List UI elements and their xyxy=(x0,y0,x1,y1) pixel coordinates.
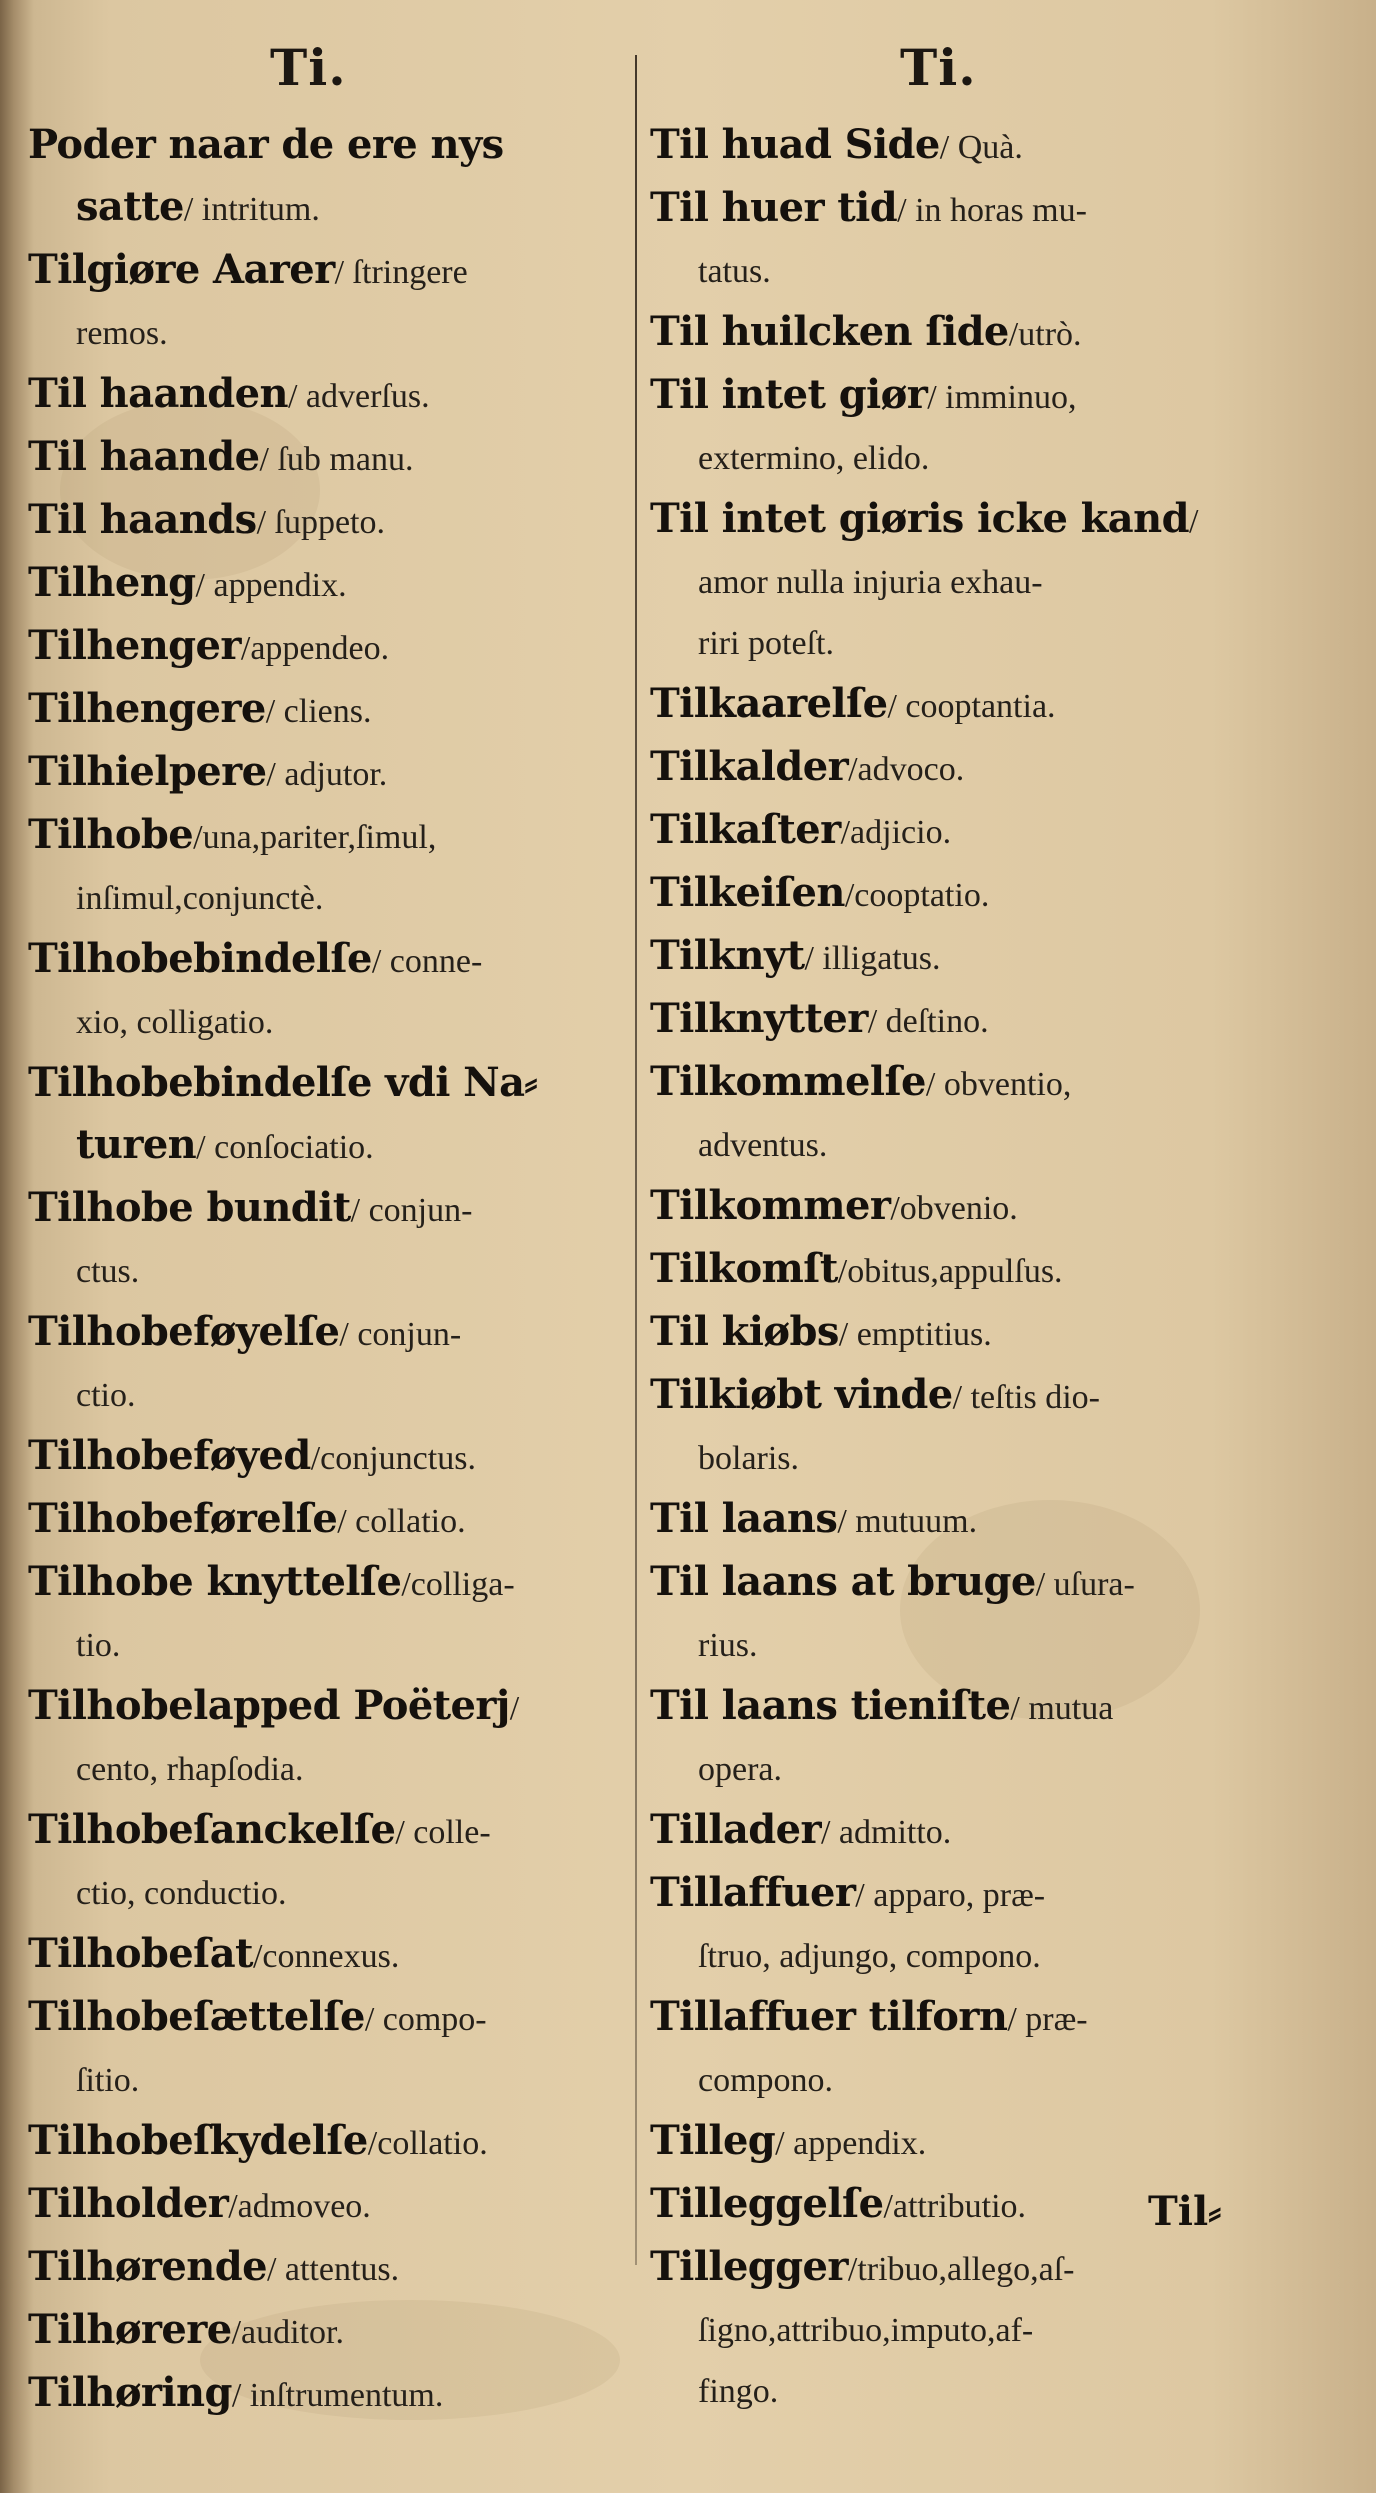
entry-line xyxy=(28,2237,628,2300)
entry-line xyxy=(28,2050,628,2111)
dictionary-entry xyxy=(650,1489,1265,1552)
left-column xyxy=(28,115,628,2426)
dictionary-entry xyxy=(650,926,1265,989)
latin-gloss: /appendeo. xyxy=(240,630,390,667)
entry-line xyxy=(650,115,1265,178)
latin-gloss: / deſtino. xyxy=(867,1003,989,1040)
dictionary-entry xyxy=(28,364,628,427)
headword: turen xyxy=(76,1121,197,1168)
latin-gloss: riri poteſt. xyxy=(698,625,834,662)
latin-gloss: amor nulla injuria exhau- xyxy=(698,564,1043,601)
entry-line xyxy=(650,1863,1265,1926)
latin-gloss: ſigno,attribuo,imputo,af- xyxy=(698,2312,1034,2349)
headword: Tilkiøbt vinde xyxy=(650,1371,953,1418)
latin-gloss: / xyxy=(1188,503,1199,540)
headword: Til intet giøris icke kand xyxy=(650,495,1189,542)
headword: Tilhobe xyxy=(28,811,194,858)
dictionary-entry xyxy=(650,1552,1265,1676)
latin-gloss: / præ- xyxy=(1007,2001,1088,2038)
latin-gloss: cento, rhapſodia. xyxy=(76,1751,304,1788)
latin-gloss: /auditor. xyxy=(231,2314,344,2351)
latin-gloss: / cooptantia. xyxy=(887,688,1056,725)
entry-line xyxy=(650,1987,1265,2050)
latin-gloss: /tribuo,allego,aſ- xyxy=(847,2251,1075,2288)
latin-gloss: / mutua xyxy=(1010,1690,1114,1727)
entry-line xyxy=(650,2300,1265,2361)
headword: Til haande xyxy=(28,433,260,480)
latin-gloss: /adjicio. xyxy=(840,814,952,851)
right-column xyxy=(650,115,1265,2422)
dictionary-entry xyxy=(28,1426,628,1489)
entry-line xyxy=(28,1863,628,1924)
latin-gloss: /obitus,appulſus. xyxy=(837,1253,1063,1290)
dictionary-entry xyxy=(28,805,628,929)
entry-line xyxy=(650,1115,1265,1176)
headword: Tilkaarelſe xyxy=(650,680,888,727)
dictionary-entry xyxy=(28,490,628,553)
latin-gloss: / admitto. xyxy=(820,1814,952,1851)
headword: satte xyxy=(76,183,184,230)
dictionary-entry xyxy=(28,742,628,805)
latin-gloss: / appendix. xyxy=(195,567,347,604)
latin-gloss: /attributio. xyxy=(883,2188,1027,2225)
entry-line xyxy=(650,674,1265,737)
entry-line xyxy=(28,1302,628,1365)
headword: Tilgiøre Aarer xyxy=(28,246,335,293)
entry-line xyxy=(650,2361,1265,2422)
entry-line xyxy=(650,178,1265,241)
dictionary-entry xyxy=(650,1052,1265,1176)
entry-line xyxy=(650,1800,1265,1863)
headword: Tilleg xyxy=(650,2117,776,2164)
latin-gloss: ſitio. xyxy=(76,2062,140,2099)
headword: Til intet giør xyxy=(650,371,928,418)
headword: Tillader xyxy=(650,1806,821,1853)
dictionary-entry xyxy=(28,1489,628,1552)
dictionary-entry xyxy=(650,178,1265,302)
entry-line xyxy=(650,1365,1265,1428)
latin-gloss: /colliga- xyxy=(401,1566,515,1603)
entry-line xyxy=(650,1428,1265,1489)
headword: Tilkommelſe xyxy=(650,1058,926,1105)
entry-line xyxy=(28,240,628,303)
headword: Tilknyt xyxy=(650,932,805,979)
entry-line xyxy=(28,427,628,490)
headword: Poder naar de ere nys xyxy=(28,121,504,168)
dictionary-entry xyxy=(28,240,628,364)
headword: Tilhobeføyed xyxy=(28,1432,311,1479)
latin-gloss: / apparo, præ- xyxy=(855,1877,1046,1914)
headword: Tilkalder xyxy=(650,743,849,790)
entry-line xyxy=(650,1926,1265,1987)
dictionary-entry xyxy=(650,1987,1265,2111)
entry-line xyxy=(28,1178,628,1241)
latin-gloss: tio. xyxy=(76,1627,121,1664)
latin-gloss: / emptitius. xyxy=(838,1316,992,1353)
latin-gloss: /conjunctus. xyxy=(310,1440,476,1477)
dictionary-entry xyxy=(28,2111,628,2174)
entry-line xyxy=(28,992,628,1053)
latin-gloss: / conne- xyxy=(371,943,483,980)
headword: Tilhobeſanckelſe xyxy=(28,1806,396,1853)
latin-gloss: / imminuo, xyxy=(927,379,1077,416)
dictionary-entry xyxy=(28,1552,628,1676)
dictionary-entry xyxy=(650,1302,1265,1365)
latin-gloss: /collatio. xyxy=(367,2125,488,2162)
dictionary-entry xyxy=(28,2300,628,2363)
latin-gloss: /cooptatio. xyxy=(844,877,990,914)
entry-line xyxy=(28,1489,628,1552)
entry-line xyxy=(28,364,628,427)
headword: Tilknytter xyxy=(650,995,868,1042)
entry-line xyxy=(650,2050,1265,2111)
headword: Tillaffuer tilforn xyxy=(650,1993,1008,2040)
headword: Tilhørende xyxy=(28,2243,267,2290)
entry-line xyxy=(28,1365,628,1426)
entry-line xyxy=(28,490,628,553)
entry-line xyxy=(28,177,628,240)
headword: Tilleggelſe xyxy=(650,2180,884,2227)
latin-gloss: adventus. xyxy=(698,1127,828,1164)
dictionary-entry xyxy=(28,679,628,742)
latin-gloss: compono. xyxy=(698,2062,834,2099)
latin-gloss: ctus. xyxy=(76,1253,140,1290)
latin-gloss: / conjun- xyxy=(350,1192,473,1229)
latin-gloss: tatus. xyxy=(698,253,771,290)
latin-gloss: ſtruo, adjungo, compono. xyxy=(698,1938,1041,1975)
entry-line xyxy=(650,2111,1265,2174)
dictionary-entry xyxy=(28,1987,628,2111)
dictionary-entry xyxy=(650,737,1265,800)
latin-gloss: / conſociatio. xyxy=(196,1129,374,1166)
dictionary-entry xyxy=(650,1365,1265,1489)
entry-line xyxy=(650,2237,1265,2300)
dictionary-entry xyxy=(650,1176,1265,1239)
dictionary-entry xyxy=(28,2363,628,2426)
headword: Tilhobeføyelſe xyxy=(28,1308,340,1355)
latin-gloss: / teſtis dio- xyxy=(952,1379,1100,1416)
latin-gloss: / mutuum. xyxy=(837,1503,978,1540)
entry-line xyxy=(28,929,628,992)
entry-line xyxy=(28,1053,628,1115)
headword: Til kiøbs xyxy=(650,1308,839,1355)
dictionary-entry xyxy=(650,302,1265,365)
dictionary-entry xyxy=(28,616,628,679)
latin-gloss: / attentus. xyxy=(266,2251,400,2288)
latin-gloss: xio, colligatio. xyxy=(76,1004,274,1041)
headword: Til laans xyxy=(650,1495,838,1542)
entry-line xyxy=(650,1489,1265,1552)
entry-line xyxy=(28,1552,628,1615)
latin-gloss: / ſtringere xyxy=(334,254,468,291)
entry-line xyxy=(28,2111,628,2174)
entry-line xyxy=(650,989,1265,1052)
latin-gloss: / uſura- xyxy=(1035,1566,1135,1603)
headword: Tilhobelapped Poëterj xyxy=(28,1682,510,1729)
entry-line xyxy=(28,1426,628,1489)
entry-line xyxy=(28,1800,628,1863)
headword: Tilhobeſkydelſe xyxy=(28,2117,368,2164)
latin-gloss: ctio, conductio. xyxy=(76,1875,287,1912)
entry-line xyxy=(650,1052,1265,1115)
entry-line xyxy=(650,1676,1265,1739)
dictionary-entry xyxy=(28,553,628,616)
entry-line xyxy=(28,679,628,742)
headword: Tilkeiſen xyxy=(650,869,845,916)
headword: Til huilcken ſide xyxy=(650,308,1009,355)
entry-line xyxy=(650,428,1265,489)
dictionary-entry xyxy=(28,2174,628,2237)
headword: Tillaffuer xyxy=(650,1869,856,1916)
entry-line xyxy=(650,1176,1265,1239)
latin-gloss: / collatio. xyxy=(337,1503,466,1540)
entry-line xyxy=(650,1552,1265,1615)
dictionary-entry xyxy=(650,115,1265,178)
headword: Tillegger xyxy=(650,2243,848,2290)
entry-line xyxy=(28,1987,628,2050)
latin-gloss: ctio. xyxy=(76,1377,136,1414)
entry-line xyxy=(28,1615,628,1676)
dictionary-entry xyxy=(650,1676,1265,1800)
dictionary-entry xyxy=(650,989,1265,1052)
latin-gloss: / Quà. xyxy=(939,129,1023,166)
latin-gloss: /obvenio. xyxy=(890,1190,1018,1227)
latin-gloss: / ſub manu. xyxy=(259,441,414,478)
catchword: Til⸗ xyxy=(1148,2188,1222,2235)
dictionary-entry xyxy=(650,365,1265,489)
entry-line xyxy=(650,926,1265,989)
dictionary-entry xyxy=(28,1053,628,1178)
headword: Til huad Side xyxy=(650,121,940,168)
headword: Tilhobeſættelſe xyxy=(28,1993,365,2040)
dictionary-entry xyxy=(650,489,1265,674)
headword: Til haands xyxy=(28,496,257,543)
latin-gloss: /admoveo. xyxy=(228,2188,371,2225)
headword: Tilhobebindelſe vdi Na⸗ xyxy=(28,1059,538,1106)
latin-gloss: remos. xyxy=(76,315,168,352)
dictionary-entry xyxy=(28,2237,628,2300)
entry-line xyxy=(650,489,1265,552)
latin-gloss: / cliens. xyxy=(265,693,372,730)
latin-gloss: / xyxy=(509,1690,520,1727)
latin-gloss: / illigatus. xyxy=(804,940,941,977)
headword: Tilhobeſat xyxy=(28,1930,253,1977)
entry-line xyxy=(28,805,628,868)
latin-gloss: / adverſus. xyxy=(287,378,430,415)
entry-line xyxy=(28,616,628,679)
headword: Til haanden xyxy=(28,370,288,417)
headword: Tilhørere xyxy=(28,2306,232,2353)
headword: Tilkaſter xyxy=(650,806,841,853)
headword: Til huer tid xyxy=(650,184,898,231)
headword: Tilhenger xyxy=(28,622,241,669)
entry-line xyxy=(650,241,1265,302)
latin-gloss: / compo- xyxy=(364,2001,487,2038)
latin-gloss: /connexus. xyxy=(252,1938,400,1975)
headword: Til laans at bruge xyxy=(650,1558,1036,1605)
entry-line xyxy=(650,1739,1265,1800)
latin-gloss: / intritum. xyxy=(183,191,320,228)
latin-gloss: rius. xyxy=(698,1627,758,1664)
latin-gloss: extermino, elido. xyxy=(698,440,930,477)
latin-gloss: /una,pariter,ſimul, xyxy=(193,819,437,856)
running-header-right: Ti. xyxy=(900,38,977,97)
headword: Tilhobebindelſe xyxy=(28,935,372,982)
dictionary-entry xyxy=(650,2111,1265,2174)
running-header-left: Ti. xyxy=(270,38,347,97)
latin-gloss: / inſtrumentum. xyxy=(231,2377,444,2414)
latin-gloss: / appendix. xyxy=(775,2125,927,2162)
dictionary-entry xyxy=(28,1800,628,1924)
dictionary-entry xyxy=(28,427,628,490)
entry-line xyxy=(650,863,1265,926)
latin-gloss: / in horas mu- xyxy=(897,192,1087,229)
latin-gloss: /advoco. xyxy=(848,751,965,788)
dictionary-entry xyxy=(650,674,1265,737)
entry-line xyxy=(28,742,628,805)
latin-gloss: / ſuppeto. xyxy=(256,504,386,541)
entry-line xyxy=(28,303,628,364)
dictionary-entry xyxy=(650,1239,1265,1302)
dictionary-entry xyxy=(650,1800,1265,1863)
latin-gloss: / adjutor. xyxy=(266,756,388,793)
dictionary-entry xyxy=(28,1676,628,1800)
headword: Tilkomſt xyxy=(650,1245,838,1292)
entry-line xyxy=(650,365,1265,428)
entry-line xyxy=(28,868,628,929)
latin-gloss: / obventio, xyxy=(925,1066,1072,1103)
entry-line xyxy=(650,302,1265,365)
headword: Tilhøring xyxy=(28,2369,232,2416)
headword: Tilkommer xyxy=(650,1182,891,1229)
latin-gloss: inſimul,conjunctè. xyxy=(76,880,324,917)
latin-gloss: fingo. xyxy=(698,2373,779,2410)
dictionary-entry xyxy=(28,1302,628,1426)
entry-line xyxy=(28,115,628,177)
entry-line xyxy=(28,553,628,616)
headword: Tilholder xyxy=(28,2180,229,2227)
entry-line xyxy=(650,800,1265,863)
headword: Tilhobe bundit xyxy=(28,1184,351,1231)
latin-gloss: bolaris. xyxy=(698,1440,800,1477)
dictionary-entry xyxy=(650,800,1265,863)
entry-line xyxy=(28,1676,628,1739)
entry-line xyxy=(28,1739,628,1800)
entry-line xyxy=(28,1924,628,1987)
entry-line xyxy=(650,1239,1265,1302)
latin-gloss: / colle- xyxy=(395,1814,491,1851)
entry-line xyxy=(650,552,1265,613)
latin-gloss: /utrò. xyxy=(1008,316,1082,353)
latin-gloss: opera. xyxy=(698,1751,783,1788)
dictionary-entry xyxy=(650,863,1265,926)
entry-line xyxy=(650,1615,1265,1676)
entry-line xyxy=(650,737,1265,800)
dictionary-entry xyxy=(650,1863,1265,1987)
dictionary-entry xyxy=(28,1924,628,1987)
column-divider xyxy=(635,55,637,2265)
headword: Til laans tieniſte xyxy=(650,1682,1011,1729)
entry-line xyxy=(28,2174,628,2237)
headword: Tilhobeførelſe xyxy=(28,1495,338,1542)
dictionary-entry xyxy=(28,1178,628,1302)
entry-line xyxy=(28,2363,628,2426)
dictionary-entry xyxy=(28,115,628,240)
entry-line xyxy=(650,613,1265,674)
entry-line xyxy=(28,2300,628,2363)
entry-line xyxy=(28,1241,628,1302)
entry-line xyxy=(650,1302,1265,1365)
latin-gloss: / conjun- xyxy=(339,1316,462,1353)
entry-line xyxy=(28,1115,628,1178)
headword: Tilhielpere xyxy=(28,748,267,795)
dictionary-entry xyxy=(28,929,628,1053)
headword: Tilhobe knyttelſe xyxy=(28,1558,402,1605)
headword: Tilhengere xyxy=(28,685,266,732)
dictionary-entry xyxy=(650,2237,1265,2422)
headword: Tilheng xyxy=(28,559,196,606)
